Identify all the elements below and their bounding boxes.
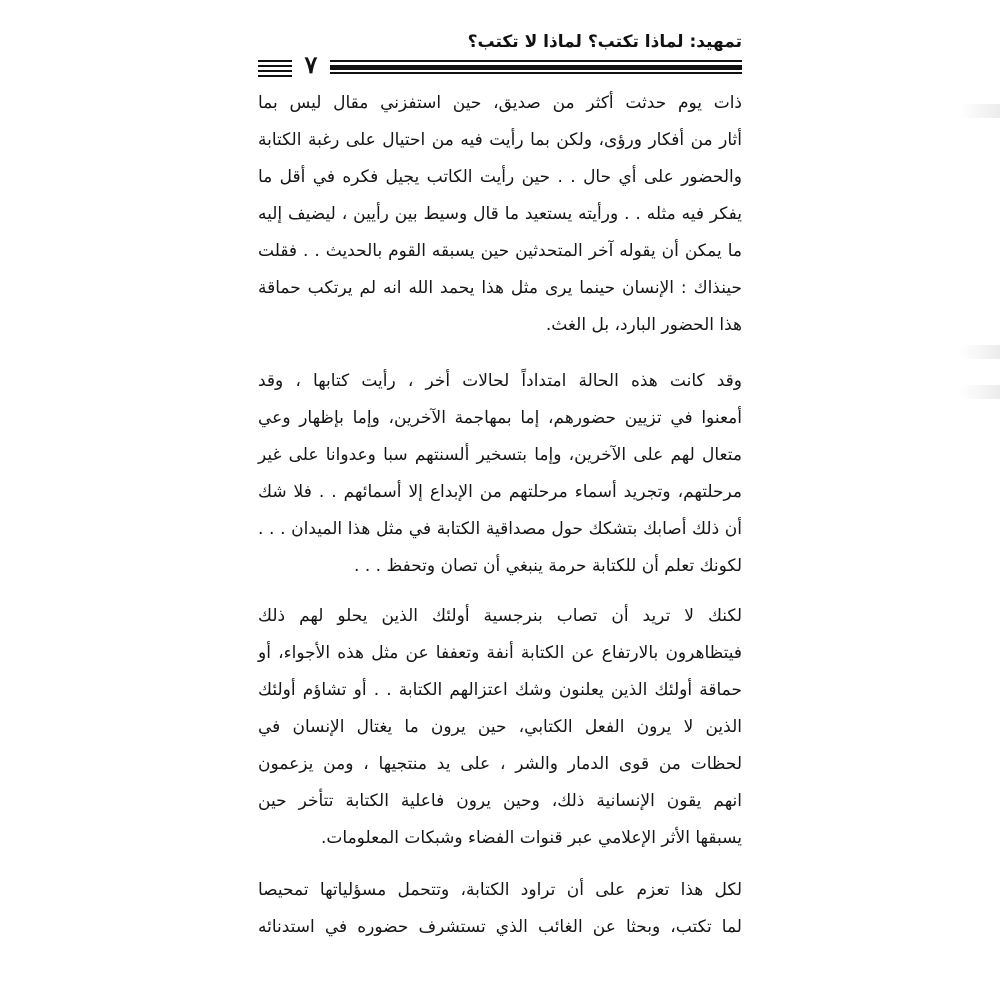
paragraph-1 bbox=[258, 85, 742, 344]
text-line: أن ذلك أصابك بتشكك حول مصداقية الكتابة في مثل هذا الميدان . . . bbox=[258, 519, 742, 539]
running-header-title: تمهيد: لماذا تكتب؟ لماذا لا تكتب؟ bbox=[467, 32, 742, 52]
text-line: يفكر فيه مثله . . ورأيته يستعيد ما قال وسيط بين رأيين ، ليضيف إليه bbox=[258, 204, 742, 224]
header-rule bbox=[330, 58, 742, 74]
text-line: متعال لهم على الآخرين، وإما بتسخير ألسنتهم سبا وعدوانا على غير bbox=[258, 445, 742, 465]
show-through-mark bbox=[960, 104, 1000, 118]
text-line: وقد كانت هذه الحالة امتداداً لحالات أخر ، رأيت كتابها ، وقد bbox=[258, 371, 742, 391]
paragraph-4 bbox=[258, 872, 742, 946]
text-line: والحضور على أي حال . . حين رأيت الكاتب يجيل فكره في أقل ما bbox=[258, 167, 742, 187]
text-line: ما يمكن أن يقوله آخر المتحدثين حين يسبقه القوم بالحديث . . فقلت bbox=[258, 241, 742, 261]
text-line: لما تكتب، وبحثا عن الغائب الذي تستشرف حضوره في استدنائه bbox=[258, 917, 742, 937]
text-line: مرحلتهم، وتجريد أسماء مرحلتهم من الإبداع إلا أسمائهم . . فلا شك bbox=[258, 482, 742, 502]
text-line: فيتظاهرون بالارتفاع عن الكتابة أنفة وتعففا عن مثل هذه الأجواء، أو bbox=[258, 643, 742, 663]
text-line: أمعنوا في تزيين حضورهم، إما بمهاجمة الآخرين، وإما بإظهار وعي bbox=[258, 408, 742, 428]
text-line: الذين لا يرون الفعل الكتابي، حين يرون ما يغتال الإنسان في bbox=[258, 717, 742, 737]
text-line: ذات يوم حدثت أكثر من صديق، حين استفزني مقال ليس بما bbox=[258, 93, 742, 113]
text-line: لكل هذا تعزم على أن تراود الكتابة، وتتحمل مسؤلياتها تمحيصا bbox=[258, 880, 742, 900]
paragraph-2 bbox=[258, 363, 742, 585]
text-line: يسبقها الأثر الإعلامي عبر قنوات الفضاء وشبكات المعلومات. bbox=[320, 828, 742, 848]
header-corner-rule bbox=[258, 60, 292, 76]
paragraph-3 bbox=[258, 598, 742, 857]
text-line: انهم يقون الإنسانية ذلك، وحين يرون فاعلية الكتابة تتأخر حين bbox=[258, 791, 742, 811]
page-number: ٧ bbox=[304, 50, 318, 79]
text-line: حماقة أولئك الذين يعلنون وشك اعتزالهم الكتابة . . أو تشاؤم أولئك bbox=[258, 680, 742, 700]
text-line: أثار من أفكار ورؤى، ولكن بما رأيت فيه من احتيال على رغبة الكتابة bbox=[258, 130, 742, 150]
text-line: حينذاك : الإنسان حينما يرى مثل هذا يحمد الله انه لم يرتكب حماقة bbox=[258, 278, 742, 298]
text-line: لكنك لا تريد أن تصاب بنرجسية أولئك الذين يحلو لهم ذلك bbox=[258, 606, 742, 626]
text-line: لحظات من قوى الدمار والشر ، على يد منتجيها ، ومن يزعمون bbox=[258, 754, 742, 774]
show-through-mark bbox=[960, 345, 1000, 359]
text-line: لكونك تعلم أن للكتابة حرمة ينبغي أن تصان وتحفظ . . . bbox=[354, 556, 742, 576]
text-line: هذا الحضور البارد، بل الغث. bbox=[545, 315, 742, 335]
show-through-mark bbox=[960, 385, 1000, 399]
